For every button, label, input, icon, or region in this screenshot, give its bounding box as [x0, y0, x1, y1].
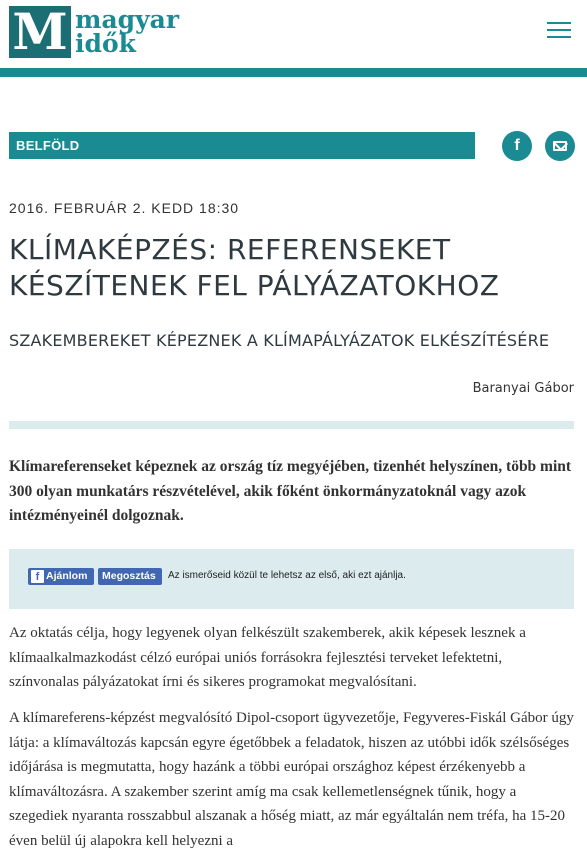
facebook-social-note: Az ismerőseid közül te lehetsz az első, aki ezt ajánlja.	[168, 570, 406, 581]
facebook-icon: f	[31, 570, 44, 583]
facebook-widget	[9, 549, 574, 609]
facebook-like-button[interactable]	[28, 568, 94, 585]
article-author[interactable]: Baranyai Gábor	[472, 381, 574, 396]
like-label: Ajánlom	[46, 570, 88, 582]
category-label[interactable]: BELFÖLD	[9, 132, 475, 159]
logo-wordmark	[75, 5, 180, 58]
envelope-icon	[553, 141, 567, 151]
article-paragraph: Az oktatás célja, hogy legyenek olyan felkészült szakemberek, akik képesek lesznek a klímaalkalmazkodást célzó európai uniós forrásokra fejlesztési terveket lefektetni, színvonalas pályázatokat írni és sikeres programokat megvalósítani.	[9, 625, 526, 690]
article-paragraph: A klímareferens-képzést megvalósító Dipol-csoport ügyvezetője, Fegyveres-Fiskál Gábor úgy látja: a klímaváltozás kapcsán egyre égetőbbek a feladatok, hiszen az utóbbi idők szélsőséges időjárása is megmutatta, hogy hazánk a többi európai országhoz képest érzékenyebb a klímaváltozásra. A szakember szerint amíg ma csak kellemetlenségnek tűnik, hogy a szegediek nyaranta rosszabbul alszanak a hőség miatt, az már egyáltalán nem tréfa, ha 15-20 éven belül új alapokra kell helyezni a	[9, 710, 574, 849]
article-title: KLÍMAKÉPZÉS: REFERENSEKET KÉSZÍTENEK FEL PÁLYÁZATOKHOZ	[9, 233, 500, 302]
facebook-share-widget-button[interactable]: Megosztás	[98, 568, 162, 585]
header-accent-bar	[0, 68, 587, 77]
article-subtitle: SZAKEMBEREKET KÉPEZNEK A KLÍMAPÁLYÁZATOK ELKÉSZÍTÉSÉRE	[9, 331, 550, 350]
article-lead: Klímareferenseket képeznek az ország tíz megyéjében, tizenhét helyszínen, több mint 300 olyan munkatárs részvételével, akik főként önkormányzatoknál vagy azok intézményeinél dolgoznak.	[9, 458, 572, 524]
hamburger-icon[interactable]	[547, 22, 571, 40]
email-share-button[interactable]	[545, 131, 575, 161]
logo-mark: M	[9, 6, 71, 58]
site-logo[interactable]	[9, 2, 199, 61]
facebook-share-button[interactable]	[502, 131, 532, 161]
facebook-icon: f	[514, 137, 520, 154]
section-divider	[9, 421, 574, 429]
logo-line-2: idők	[75, 29, 136, 58]
site-header	[0, 0, 587, 68]
logo-line-1: magyar	[75, 5, 180, 34]
article-date: 2016. FEBRUÁR 2. KEDD 18:30	[9, 200, 240, 216]
